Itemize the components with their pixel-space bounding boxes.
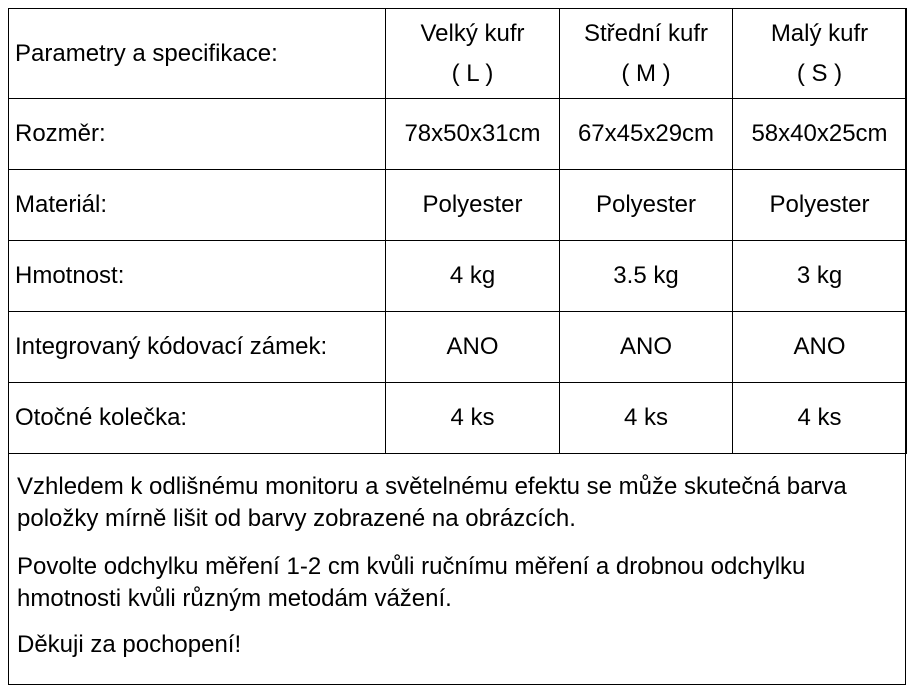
header-large-suitcase (386, 9, 560, 99)
cell-value: ANO (386, 312, 560, 383)
table-row-wheels (9, 383, 907, 454)
cell-value: 4 ks (560, 383, 733, 454)
cell-value: Polyester (560, 170, 733, 241)
cell-value: 78x50x31cm (386, 99, 560, 170)
column-size-code: ( M ) (621, 59, 671, 87)
cell-value: 4 ks (386, 383, 560, 454)
thanks-note: Děkuji za pochopení! (17, 631, 242, 658)
cell-value: 4 ks (733, 383, 907, 454)
cell-value: 58x40x25cm (733, 99, 907, 170)
cell-value: 3.5 kg (560, 241, 733, 312)
row-label: Integrovaný kódovací zámek: (9, 312, 386, 383)
header-small-suitcase (733, 9, 907, 99)
measurement-disclaimer: Povolte odchylku měření 1-2 cm kvůli ručnímu měření a drobnou odchylku hmotnosti kvůli různým metodám vážení. (17, 553, 806, 612)
column-name: Velký kufr (420, 20, 525, 48)
column-name: Malý kufr (770, 20, 869, 48)
table-header-row (9, 9, 907, 99)
table-row-material (9, 170, 907, 241)
header-medium-suitcase (560, 9, 733, 99)
notes-section (9, 456, 905, 661)
column-size-code: ( S ) (796, 59, 843, 87)
table-row-dimensions (9, 99, 907, 170)
cell-value: 67x45x29cm (560, 99, 733, 170)
spec-table (8, 8, 907, 454)
cell-value: ANO (733, 312, 907, 383)
row-label: Materiál: (9, 170, 386, 241)
spec-sheet (8, 8, 906, 685)
column-name: Střední kufr (583, 20, 709, 48)
table-row-weight (9, 241, 907, 312)
table-row-lock (9, 312, 907, 383)
row-label: Rozměr: (9, 99, 386, 170)
header-label: Parametry a specifikace: (9, 9, 386, 99)
color-disclaimer: Vzhledem k odlišnému monitoru a světelnému efektu se může skutečná barva položky mírně lišit od barvy zobrazené na obrázcích. (17, 473, 847, 532)
cell-value: 4 kg (386, 241, 560, 312)
cell-value: Polyester (733, 170, 907, 241)
cell-value: Polyester (386, 170, 560, 241)
cell-value: 3 kg (733, 241, 907, 312)
column-size-code: ( L ) (451, 59, 494, 87)
cell-value: ANO (560, 312, 733, 383)
row-label: Hmotnost: (9, 241, 386, 312)
row-label: Otočné kolečka: (9, 383, 386, 454)
